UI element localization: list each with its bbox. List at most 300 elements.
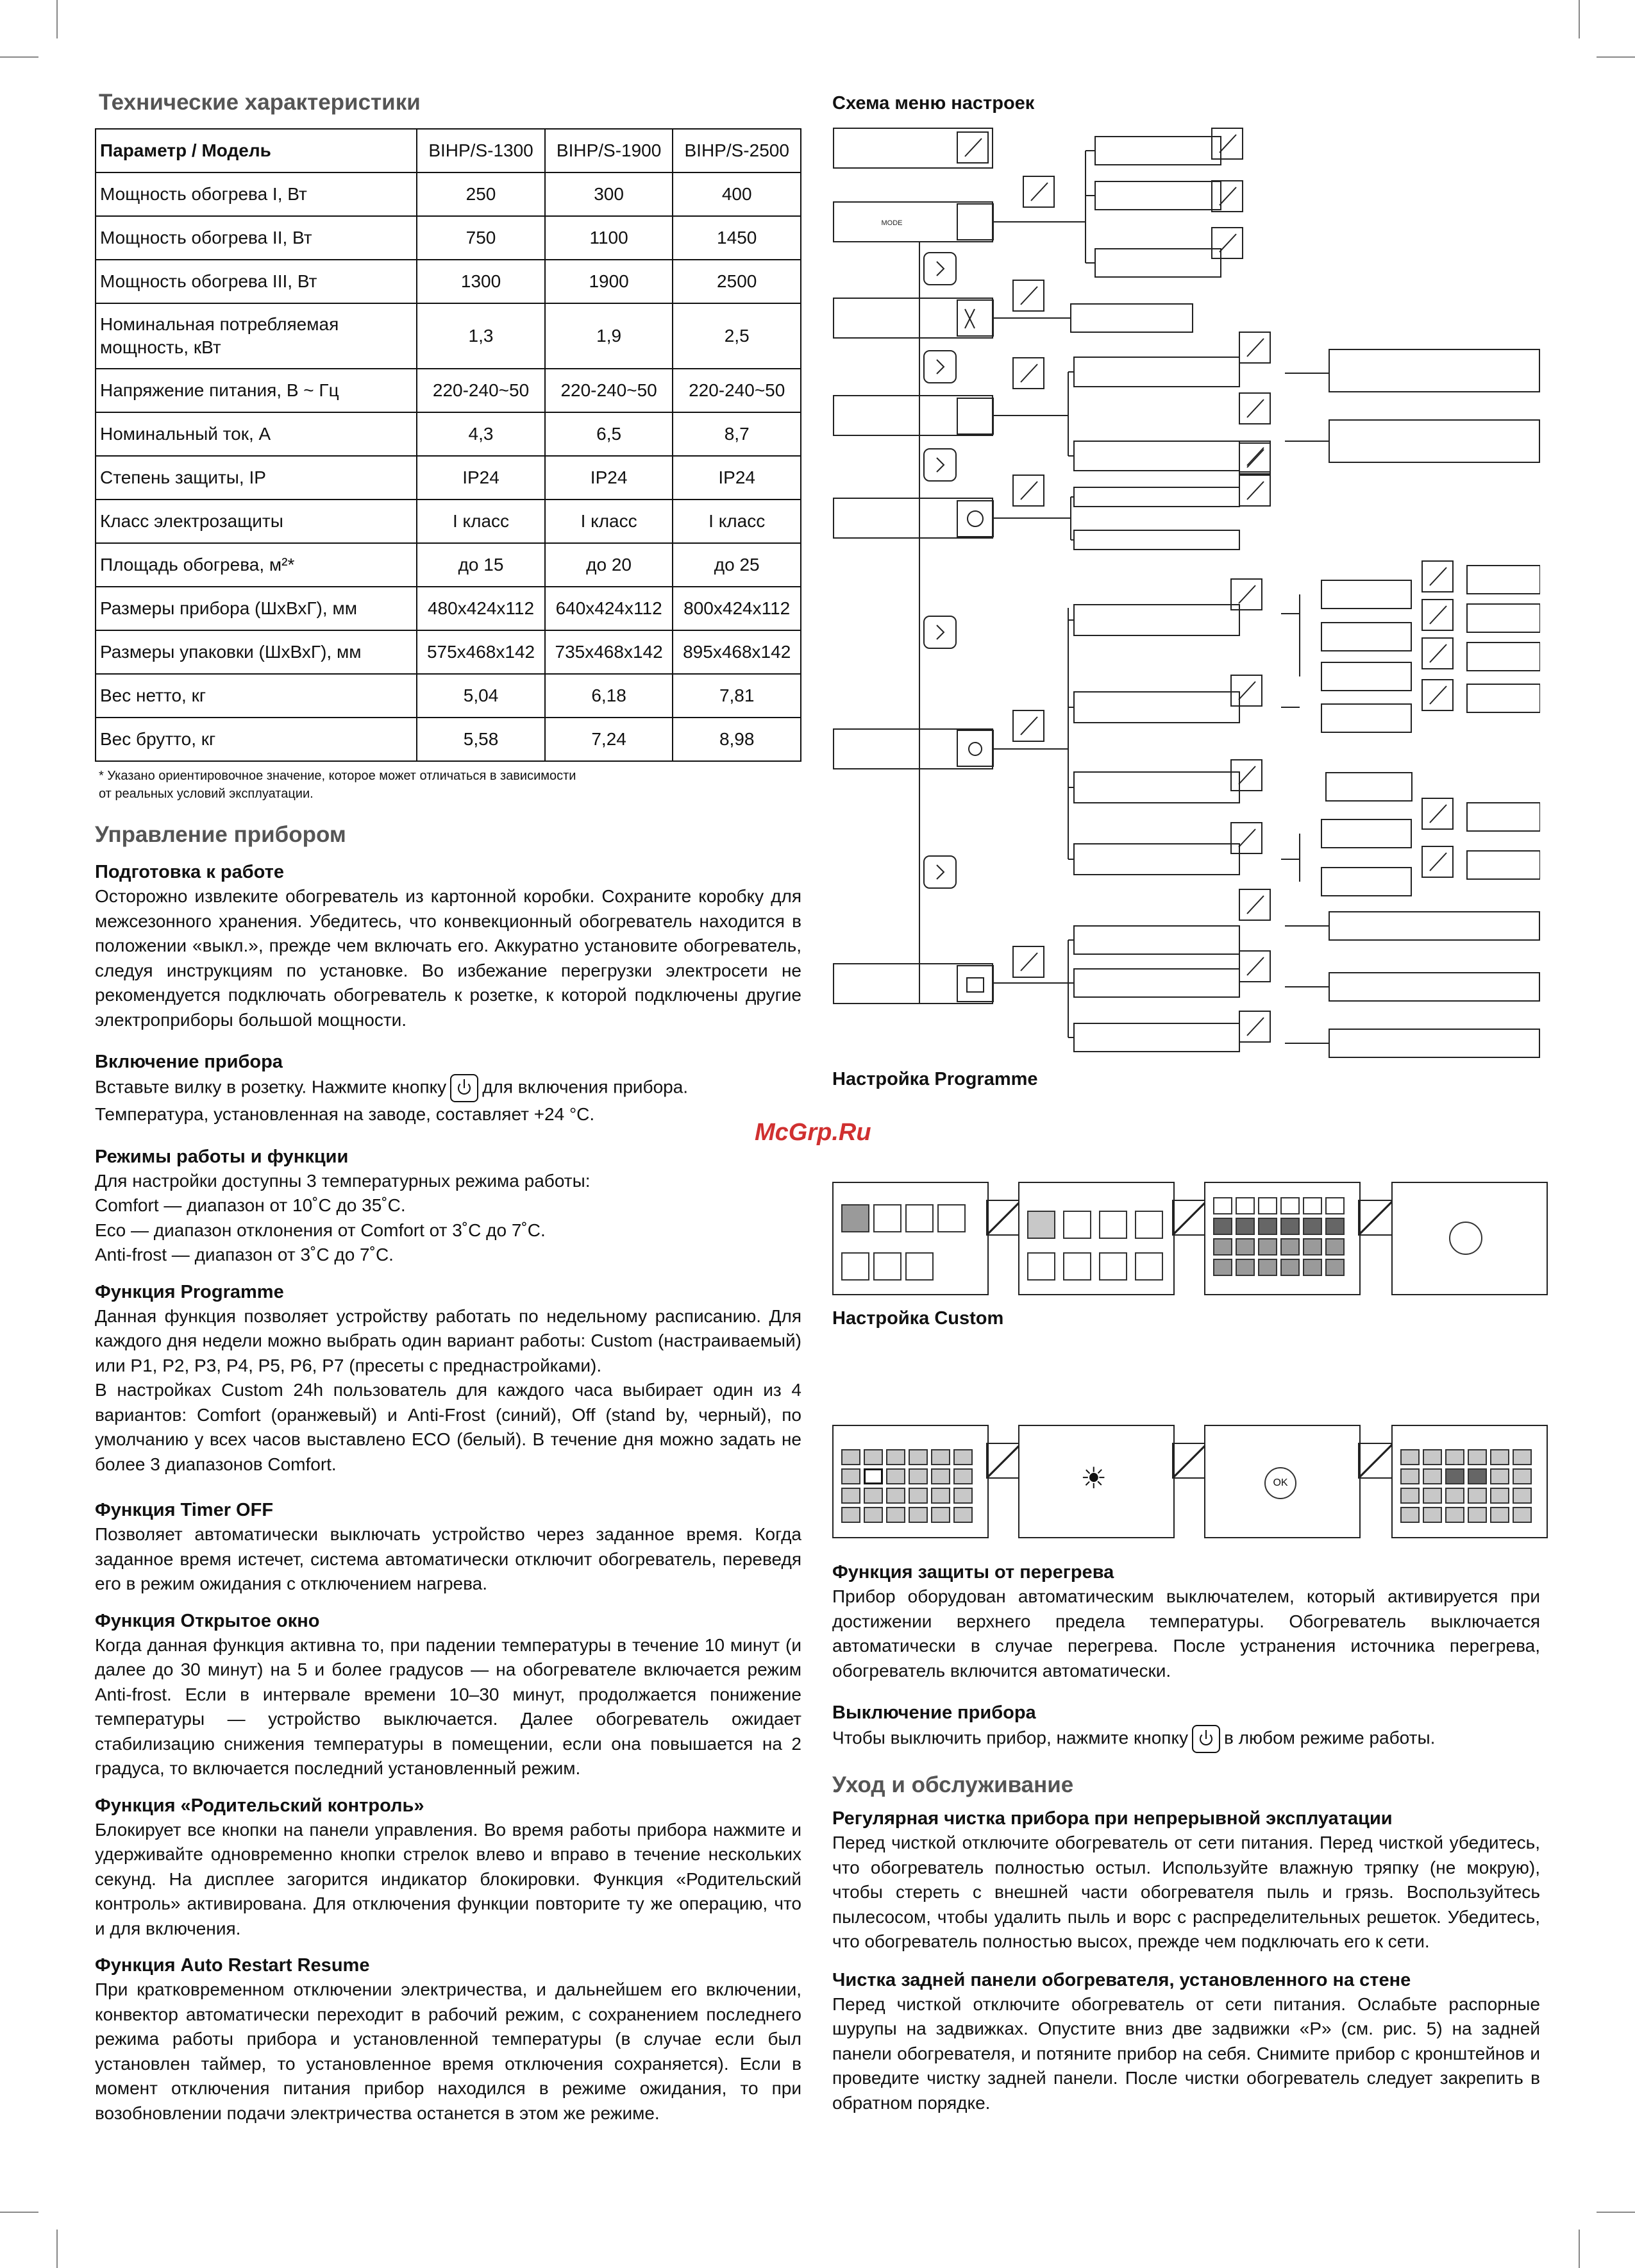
care-title: Уход и обслуживание (832, 1772, 1074, 1797)
menu-connector (1021, 717, 1037, 735)
day-cell (1135, 1211, 1163, 1239)
menu-connector (1239, 766, 1255, 784)
crop-mark (0, 56, 38, 58)
specs-param-cell: Номинальный ток, А (96, 412, 417, 456)
hour-cell (1303, 1238, 1322, 1256)
crop-mark (1597, 56, 1635, 58)
modes-line: Для настройки доступны 3 температурных режима работы: (95, 1170, 591, 1191)
off-text-b: в любом режиме работы. (1224, 1727, 1436, 1748)
hour-cell (909, 1507, 928, 1523)
day-cell (905, 1204, 934, 1232)
submenu-box (1074, 926, 1239, 954)
specs-value-cell: I класс (417, 500, 545, 543)
specs-param-cell: Номинальная потребляемая мощность, кВт (96, 303, 417, 369)
option-box (1326, 773, 1412, 801)
hour-cell (1325, 1238, 1345, 1256)
specs-param-cell: Степень защиты, IP (96, 456, 417, 500)
hour-cell (1325, 1218, 1345, 1235)
submenu-box (1074, 530, 1239, 550)
specs-param-cell: Площадь обогрева, м²* (96, 543, 417, 587)
specs-table (95, 128, 801, 762)
day-cell (873, 1204, 901, 1232)
restart-title: Функция Auto Restart Resume (95, 1955, 370, 1976)
specs-value-cell: 1450 (673, 216, 801, 260)
submenu-box (1329, 1029, 1539, 1057)
submenu-box (1074, 605, 1239, 635)
hour-cell (1400, 1507, 1420, 1523)
pencil-box (1172, 1200, 1208, 1236)
specs-value-cell: 5,04 (417, 674, 545, 718)
day-cell (1099, 1252, 1127, 1281)
hour-cell (1303, 1218, 1322, 1235)
specs-row (96, 500, 801, 543)
right-text (832, 1562, 1540, 2115)
submenu-box (1074, 1023, 1239, 1052)
menu-connector (1430, 805, 1446, 823)
hour-cell (1258, 1197, 1277, 1214)
hour-cell (1468, 1507, 1487, 1523)
option-box (1321, 868, 1411, 896)
specs-value-cell: I класс (673, 500, 801, 543)
day-cell (937, 1204, 966, 1232)
menu-connector (1247, 448, 1264, 466)
specs-value-cell: 480x424x112 (417, 587, 545, 630)
specs-row (96, 303, 801, 369)
heater-icon (957, 398, 993, 434)
specs-value-cell: 250 (417, 172, 545, 216)
regular-title: Регулярная чистка прибора при непрерывной эксплуатации (832, 1808, 1393, 1829)
specs-value-cell: BIHP/S-2500 (673, 129, 801, 172)
hour-cell (1258, 1238, 1277, 1256)
specs-value-cell: 220-240~50 (673, 369, 801, 412)
hour-cell (1236, 1197, 1255, 1214)
specs-value-cell: IP24 (673, 456, 801, 500)
sun-icon: ☀ (1080, 1461, 1107, 1495)
parent-title: Функция «Родительский контроль» (95, 1795, 424, 1816)
hour-cell (1513, 1449, 1532, 1465)
menu-connector (1220, 135, 1236, 153)
hour-cell (953, 1468, 973, 1484)
hour-cell (1213, 1197, 1232, 1214)
specs-value-cell: IP24 (417, 456, 545, 500)
specs-row (96, 260, 801, 303)
hour-cell (1513, 1468, 1532, 1484)
specs-value-cell: IP24 (545, 456, 673, 500)
option-box (1467, 566, 1540, 594)
specs-row (96, 630, 801, 674)
hour-cell (886, 1468, 905, 1484)
menu-connector (1247, 1018, 1264, 1036)
specs-row (96, 412, 801, 456)
menu-connector (1430, 606, 1446, 624)
hour-cell (841, 1468, 860, 1484)
menu-box (834, 396, 993, 435)
footnote-line: * Указано ориентировочное значение, которое может отличаться в зависимости (99, 769, 576, 783)
menu-title: Схема меню настроек (832, 93, 1035, 113)
arrow-icon (937, 865, 944, 879)
hour-cell (1423, 1468, 1442, 1484)
hour-cell (1423, 1488, 1442, 1504)
hour-cell (841, 1488, 860, 1504)
option-box (1467, 643, 1540, 671)
calendar-icon (967, 978, 984, 992)
menu-box (834, 498, 993, 538)
day-cell (1027, 1211, 1055, 1239)
specs-value-cell: 4,3 (417, 412, 545, 456)
specs-value-cell: BIHP/S-1300 (417, 129, 545, 172)
menu-connector (1239, 682, 1255, 700)
specs-row (96, 543, 801, 587)
menu-connector (1247, 957, 1264, 975)
on-title: Включение прибора (95, 1052, 283, 1072)
hour-cell (1513, 1507, 1532, 1523)
hour-cell (953, 1488, 973, 1504)
specs-param-cell: Размеры прибора (ШхВхГ), мм (96, 587, 417, 630)
regular-text: Перед чисткой отключите обогреватель от сети питания. Перед чисткой убедитесь, что обогреватель полностью остыл. Используйте влажную тряпку (не мокрую), чтобы стереть с внешней части обогревателя пыль и грязь. Воспользуйтесь пылесосом, чтобы удалить пыль и ворс с распределительных решеток. Убедитесь, что обогреватель полностью высох, прежде чем подключать его к сети. (832, 1833, 1540, 1951)
submenu-box (1071, 304, 1193, 332)
gear-icon (969, 743, 982, 755)
window-text: Когда данная функция активна то, при падении температуры в течение 10 минут (и далее до 30 минут) на 5 и более градусов — на обогревателе включается режим Anti-frost. Если в интервале времени 10–30 минут, продолжается понижение температуры — устройство выключается. Далее обогреватель ожидает стабилизацию снижения температуры в помещении, если она повышается на 2 градуса, то включается последний установленный режим. (95, 1634, 801, 1778)
prog-text-1: Данная функция позволяет устройству работать по недельному расписанию. Для каждого дня недели можно выбрать один вариант работы: Custom (настраиваемый) или P1, P2, P3, P4, P5, P6, P7 (пресеты с преднастройками). (95, 1306, 801, 1375)
menu-connector (1247, 339, 1264, 357)
on-text-c: Температура, установленная на заводе, составляет +24 °С. (95, 1104, 595, 1124)
off-title: Выключение прибора (832, 1702, 1036, 1723)
specs-param-cell: Класс электрозащиты (96, 500, 417, 543)
hour-cell (1490, 1507, 1509, 1523)
arrow-icon (937, 458, 944, 472)
back-text: Перед чисткой отключите обогреватель от сети питания. Ослабьте распорные шурупы на задвижках. Опустите вниз две задвижки «P» (см. рис. 5) на задней панели обогревателя, и потяните прибор на себя. Снимите прибор с кронштейнов и проведите чистку задней панели. После чистки обогреватель следует закрепить в обратном порядке. (832, 1994, 1540, 2113)
menu-box (834, 298, 993, 338)
calendar-icon (957, 966, 993, 1002)
specs-param-cell: Вес нетто, кг (96, 674, 417, 718)
left-column (95, 90, 801, 2126)
hour-cell (1280, 1238, 1300, 1256)
submenu-box (1074, 772, 1239, 803)
modes-line: Anti-frost — диапазон от 3˚С до 7˚С. (95, 1245, 394, 1264)
hour-cell (1280, 1197, 1300, 1214)
menu-connector (1430, 686, 1446, 704)
menu-connector (1239, 829, 1255, 847)
specs-value-cell: 1,9 (545, 303, 673, 369)
day-cell (1063, 1211, 1091, 1239)
specs-value-cell: 750 (417, 216, 545, 260)
menu-box (834, 964, 993, 1004)
hour-cell (1445, 1468, 1464, 1484)
hour-cell (1213, 1259, 1232, 1276)
menu-connector (1247, 399, 1264, 417)
pencil-box (986, 1200, 1022, 1236)
arrow-icon (937, 625, 944, 639)
pencil-box (986, 1443, 1022, 1479)
hour-cell (1468, 1488, 1487, 1504)
status-circle (1449, 1222, 1482, 1255)
crop-mark (1597, 2212, 1635, 2213)
hour-cell (1258, 1259, 1277, 1276)
menu-connector (1220, 234, 1236, 252)
off-text-a: Чтобы выключить прибор, нажмите кнопку (832, 1727, 1189, 1748)
submenu-box (1329, 973, 1539, 1001)
menu-connector (1430, 567, 1446, 585)
hour-cell (1236, 1238, 1255, 1256)
gear-icon (957, 730, 993, 766)
menu-connector (1239, 585, 1255, 603)
back-title: Чистка задней панели обогревателя, установленного на стене (832, 1969, 1411, 1990)
menu-connector (1247, 896, 1264, 914)
day-cell (1135, 1252, 1163, 1281)
specs-param-cell: Мощность обогрева I, Вт (96, 172, 417, 216)
arrow-button (924, 616, 956, 648)
specs-value-cell: 7,24 (545, 718, 673, 761)
menu-connector (1021, 953, 1037, 971)
specs-param-cell: Мощность обогрева II, Вт (96, 216, 417, 260)
hour-cell (841, 1449, 860, 1465)
menu-connector (1430, 644, 1446, 662)
submenu-box (1074, 357, 1239, 387)
arrow-icon (937, 360, 944, 374)
day-cell (873, 1252, 901, 1281)
modes-line: Eco — диапазон отклонения от Comfort от 3˚С до 7˚С. (95, 1220, 546, 1240)
hour-cell (1213, 1218, 1232, 1235)
specs-value-cell: 1,3 (417, 303, 545, 369)
modes-title: Режимы работы и функции (95, 1146, 349, 1167)
fan-icon (957, 300, 993, 336)
menu-connector (1021, 287, 1037, 305)
ok-button-icon: OK (1264, 1467, 1296, 1499)
menu-box (834, 128, 993, 168)
hour-cell (1423, 1507, 1442, 1523)
specs-row (96, 674, 801, 718)
menu-box (834, 202, 993, 242)
option-box (1321, 704, 1411, 732)
specs-value-cell: 5,58 (417, 718, 545, 761)
specs-value-cell: 220-240~50 (417, 369, 545, 412)
hour-cell (1468, 1468, 1487, 1484)
hour-cell (1445, 1507, 1464, 1523)
menu-connector (1031, 183, 1048, 201)
option-box (1467, 851, 1540, 879)
specs-value-cell: 735x468x142 (545, 630, 673, 674)
specs-header-row (96, 129, 801, 172)
hour-cell (886, 1488, 905, 1504)
arrow-button (924, 253, 956, 285)
specs-row (96, 587, 801, 630)
on-text-a: Вставьте вилку в розетку. Нажмите кнопку (95, 1077, 447, 1097)
specs-value-cell: 300 (545, 172, 673, 216)
specs-value-cell: 220-240~50 (545, 369, 673, 412)
window-title: Функция Открытое окно (95, 1610, 320, 1631)
power-button-icon (450, 1074, 478, 1102)
hour-cell (1325, 1197, 1345, 1214)
submenu-box (1329, 420, 1539, 462)
specs-param-cell: Параметр / Модель (96, 129, 417, 172)
specs-row (96, 216, 801, 260)
option-box (1321, 623, 1411, 651)
submenu-box (1095, 181, 1221, 210)
hour-cell (864, 1488, 883, 1504)
hour-cell (1236, 1218, 1255, 1235)
timer-text: Позволяет автоматически выключать устройство через заданное время. Когда заданное время истечет, система автоматически отключит обогреватель, переведя его в режим ожидания с отключением нагрева. (95, 1524, 801, 1593)
submenu-box (1074, 487, 1239, 507)
arrow-button (924, 856, 956, 888)
specs-value-cell: 400 (673, 172, 801, 216)
hour-cell (1400, 1488, 1420, 1504)
day-cell (841, 1252, 869, 1281)
specs-value-cell: 6,18 (545, 674, 673, 718)
on-text-b: для включения прибора. (482, 1077, 689, 1097)
hour-cell (909, 1449, 928, 1465)
arrow-button (924, 351, 956, 383)
hour-cell (1490, 1468, 1509, 1484)
submenu-box (1329, 912, 1539, 940)
pencil-box (1358, 1443, 1394, 1479)
menu-connector (965, 139, 982, 156)
watermark: McGrp.Ru (755, 1119, 871, 1146)
day-cell (1063, 1252, 1091, 1281)
specs-row (96, 172, 801, 216)
option-box (1467, 604, 1540, 632)
menu-connector (1220, 187, 1236, 205)
specs-value-cell: 575x468x142 (417, 630, 545, 674)
specs-param-cell: Размеры упаковки (ШхВхГ), мм (96, 630, 417, 674)
submenu-box (1074, 844, 1239, 875)
control-title: Управление прибором (95, 822, 346, 847)
specs-row (96, 456, 801, 500)
option-box (1321, 819, 1411, 848)
mode-icon-label: MODE (881, 219, 903, 227)
specs-value-cell: 1100 (545, 216, 673, 260)
restart-text: При кратковременном отключении электричества, и дальнейшем его включении, конвектор автоматически переходит в рабочий режим, с сохранением последнего режима работы прибора и установленной температуры (в случае если был установлен таймер, то установленное время отключения сохраняется). Если в момент отключения питания прибор находился в режиме ожидания, то при возобновлении подачи электричества останется в этом же режиме. (95, 1979, 801, 2123)
hour-cell-selected (864, 1468, 883, 1484)
option-box (1321, 662, 1411, 691)
specs-value-cell: 8,98 (673, 718, 801, 761)
hour-cell (1513, 1488, 1532, 1504)
day-cell (841, 1204, 869, 1232)
hour-cell (1490, 1449, 1509, 1465)
specs-value-cell: 8,7 (673, 412, 801, 456)
crop-mark (1579, 0, 1580, 38)
prog-text-2: В настройках Custom 24h пользователь для каждого часа выбирает один из 4 вариантов: Comfort (оранжевый) и Anti-Frost (синий), Off (stand by, черный), по умолчанию у всех часов выставлено ECO (белый). В течение дня можно задать не более 3 диапазонов Comfort. (95, 1380, 801, 1474)
crop-mark (56, 2230, 58, 2268)
arrow-icon (937, 262, 944, 276)
option-box (1467, 684, 1540, 712)
menu-diagram (832, 119, 1540, 1061)
hour-cell (1423, 1449, 1442, 1465)
menu-connector (1021, 482, 1037, 500)
specs-value-cell: I класс (545, 500, 673, 543)
specs-value-cell: BIHP/S-1900 (545, 129, 673, 172)
hour-cell (1325, 1259, 1345, 1276)
specs-value-cell: 1300 (417, 260, 545, 303)
submenu-box (1329, 349, 1539, 392)
prep-title: Подготовка к работе (95, 862, 284, 882)
specs-title: Технические характеристики (99, 90, 421, 115)
menu-connector (1021, 364, 1037, 382)
hour-cell (1280, 1259, 1300, 1276)
arrow-button (924, 449, 956, 481)
power-button-icon (1192, 1725, 1220, 1753)
day-cell (905, 1252, 934, 1281)
pencil-box (1172, 1443, 1208, 1479)
hour-cell (909, 1468, 928, 1484)
menu-connector (1247, 449, 1264, 467)
hour-cell (1445, 1449, 1464, 1465)
submenu-box (1095, 137, 1221, 165)
specs-param-cell: Мощность обогрева III, Вт (96, 260, 417, 303)
menu-connector (1430, 853, 1446, 871)
specs-value-cell: до 15 (417, 543, 545, 587)
specs-value-cell: 800x424x112 (673, 587, 801, 630)
hour-cell (886, 1449, 905, 1465)
hour-cell (1213, 1238, 1232, 1256)
option-box (1467, 803, 1540, 831)
hour-cell (1280, 1218, 1300, 1235)
specs-value-cell: 640x424x112 (545, 587, 673, 630)
option-box (1321, 580, 1411, 609)
timer-icon (957, 501, 993, 537)
specs-param-cell: Напряжение питания, В ~ Гц (96, 369, 417, 412)
mode-icon (957, 204, 993, 240)
specs-row (96, 369, 801, 412)
specs-value-cell: 2,5 (673, 303, 801, 369)
hour-cell (1258, 1218, 1277, 1235)
hour-cell (953, 1449, 973, 1465)
hour-cell (841, 1507, 860, 1523)
hour-cell (931, 1468, 950, 1484)
specs-value-cell: 7,81 (673, 674, 801, 718)
hour-cell (1400, 1449, 1420, 1465)
on-text (95, 1074, 801, 1127)
hour-cell (1303, 1197, 1322, 1214)
hour-cell (886, 1507, 905, 1523)
specs-value-cell: 2500 (673, 260, 801, 303)
specs-row (96, 718, 801, 761)
crop-mark (1579, 2230, 1580, 2268)
submenu-box (1074, 969, 1239, 997)
timer-title: Функция Timer OFF (95, 1500, 274, 1520)
submenu-box (1074, 441, 1239, 471)
modes-text (95, 1169, 801, 1268)
modes-line: Comfort — диапазон от 10˚С до 35˚С. (95, 1195, 406, 1215)
day-cell (1099, 1211, 1127, 1239)
specs-value-cell: до 25 (673, 543, 801, 587)
off-text (832, 1725, 1540, 1753)
hour-cell (864, 1507, 883, 1523)
specs-value-cell: 6,5 (545, 412, 673, 456)
overheat-title: Функция защиты от перегрева (832, 1562, 1114, 1583)
prep-text: Осторожно извлеките обогреватель из картонной коробки. Сохраните коробку для межсезонного хранения. Убедитесь, что конвекционный обогреватель находится в положении «выкл.», прежде чем включать его. Аккуратно установите обогреватель, следуя инструкциям по установке. Во избежание перегрузки электросети не рекомендуется подключать обогреватель к розетке, к которой подключены другие электроприборы большой мощности. (95, 886, 801, 1030)
crop-mark (0, 2212, 38, 2213)
hour-cell (1303, 1259, 1322, 1276)
timer-icon (968, 511, 983, 526)
hour-cell (1236, 1259, 1255, 1276)
pencil-box (1358, 1200, 1394, 1236)
custom-title: Настройка Custom (832, 1308, 1004, 1329)
prog-title: Функция Programme (95, 1281, 284, 1302)
overheat-text: Прибор оборудован автоматическим выключателем, который активируется при достижении верхнего предела температуры. Обогреватель выключается автоматически в случае перегрева. После устранения источника перегрева, обогреватель включится автоматически. (832, 1586, 1540, 1681)
submenu-box (1095, 249, 1221, 277)
hour-cell (864, 1449, 883, 1465)
parent-text: Блокирует все кнопки на панели управления. Во время работы прибора нажмите и удерживайте одновременно кнопки стрелок влево и вправо в течение нескольких секунд. На дисплее загорится индикатор блокировки. Функция «Родительский контроль» активирована. Для отключения функции повторите ту же операцию, что и для включения. (95, 1819, 801, 1938)
crop-mark (56, 0, 58, 38)
footnote-line: от реальных условий эксплуатации. (99, 787, 314, 801)
hour-cell (953, 1507, 973, 1523)
programme-title: Настройка Programme (832, 1069, 1038, 1089)
hour-cell (931, 1449, 950, 1465)
specs-value-cell: 1900 (545, 260, 673, 303)
specs-value-cell: до 20 (545, 543, 673, 587)
day-cell (1027, 1252, 1055, 1281)
specs-param-cell: Вес брутто, кг (96, 718, 417, 761)
